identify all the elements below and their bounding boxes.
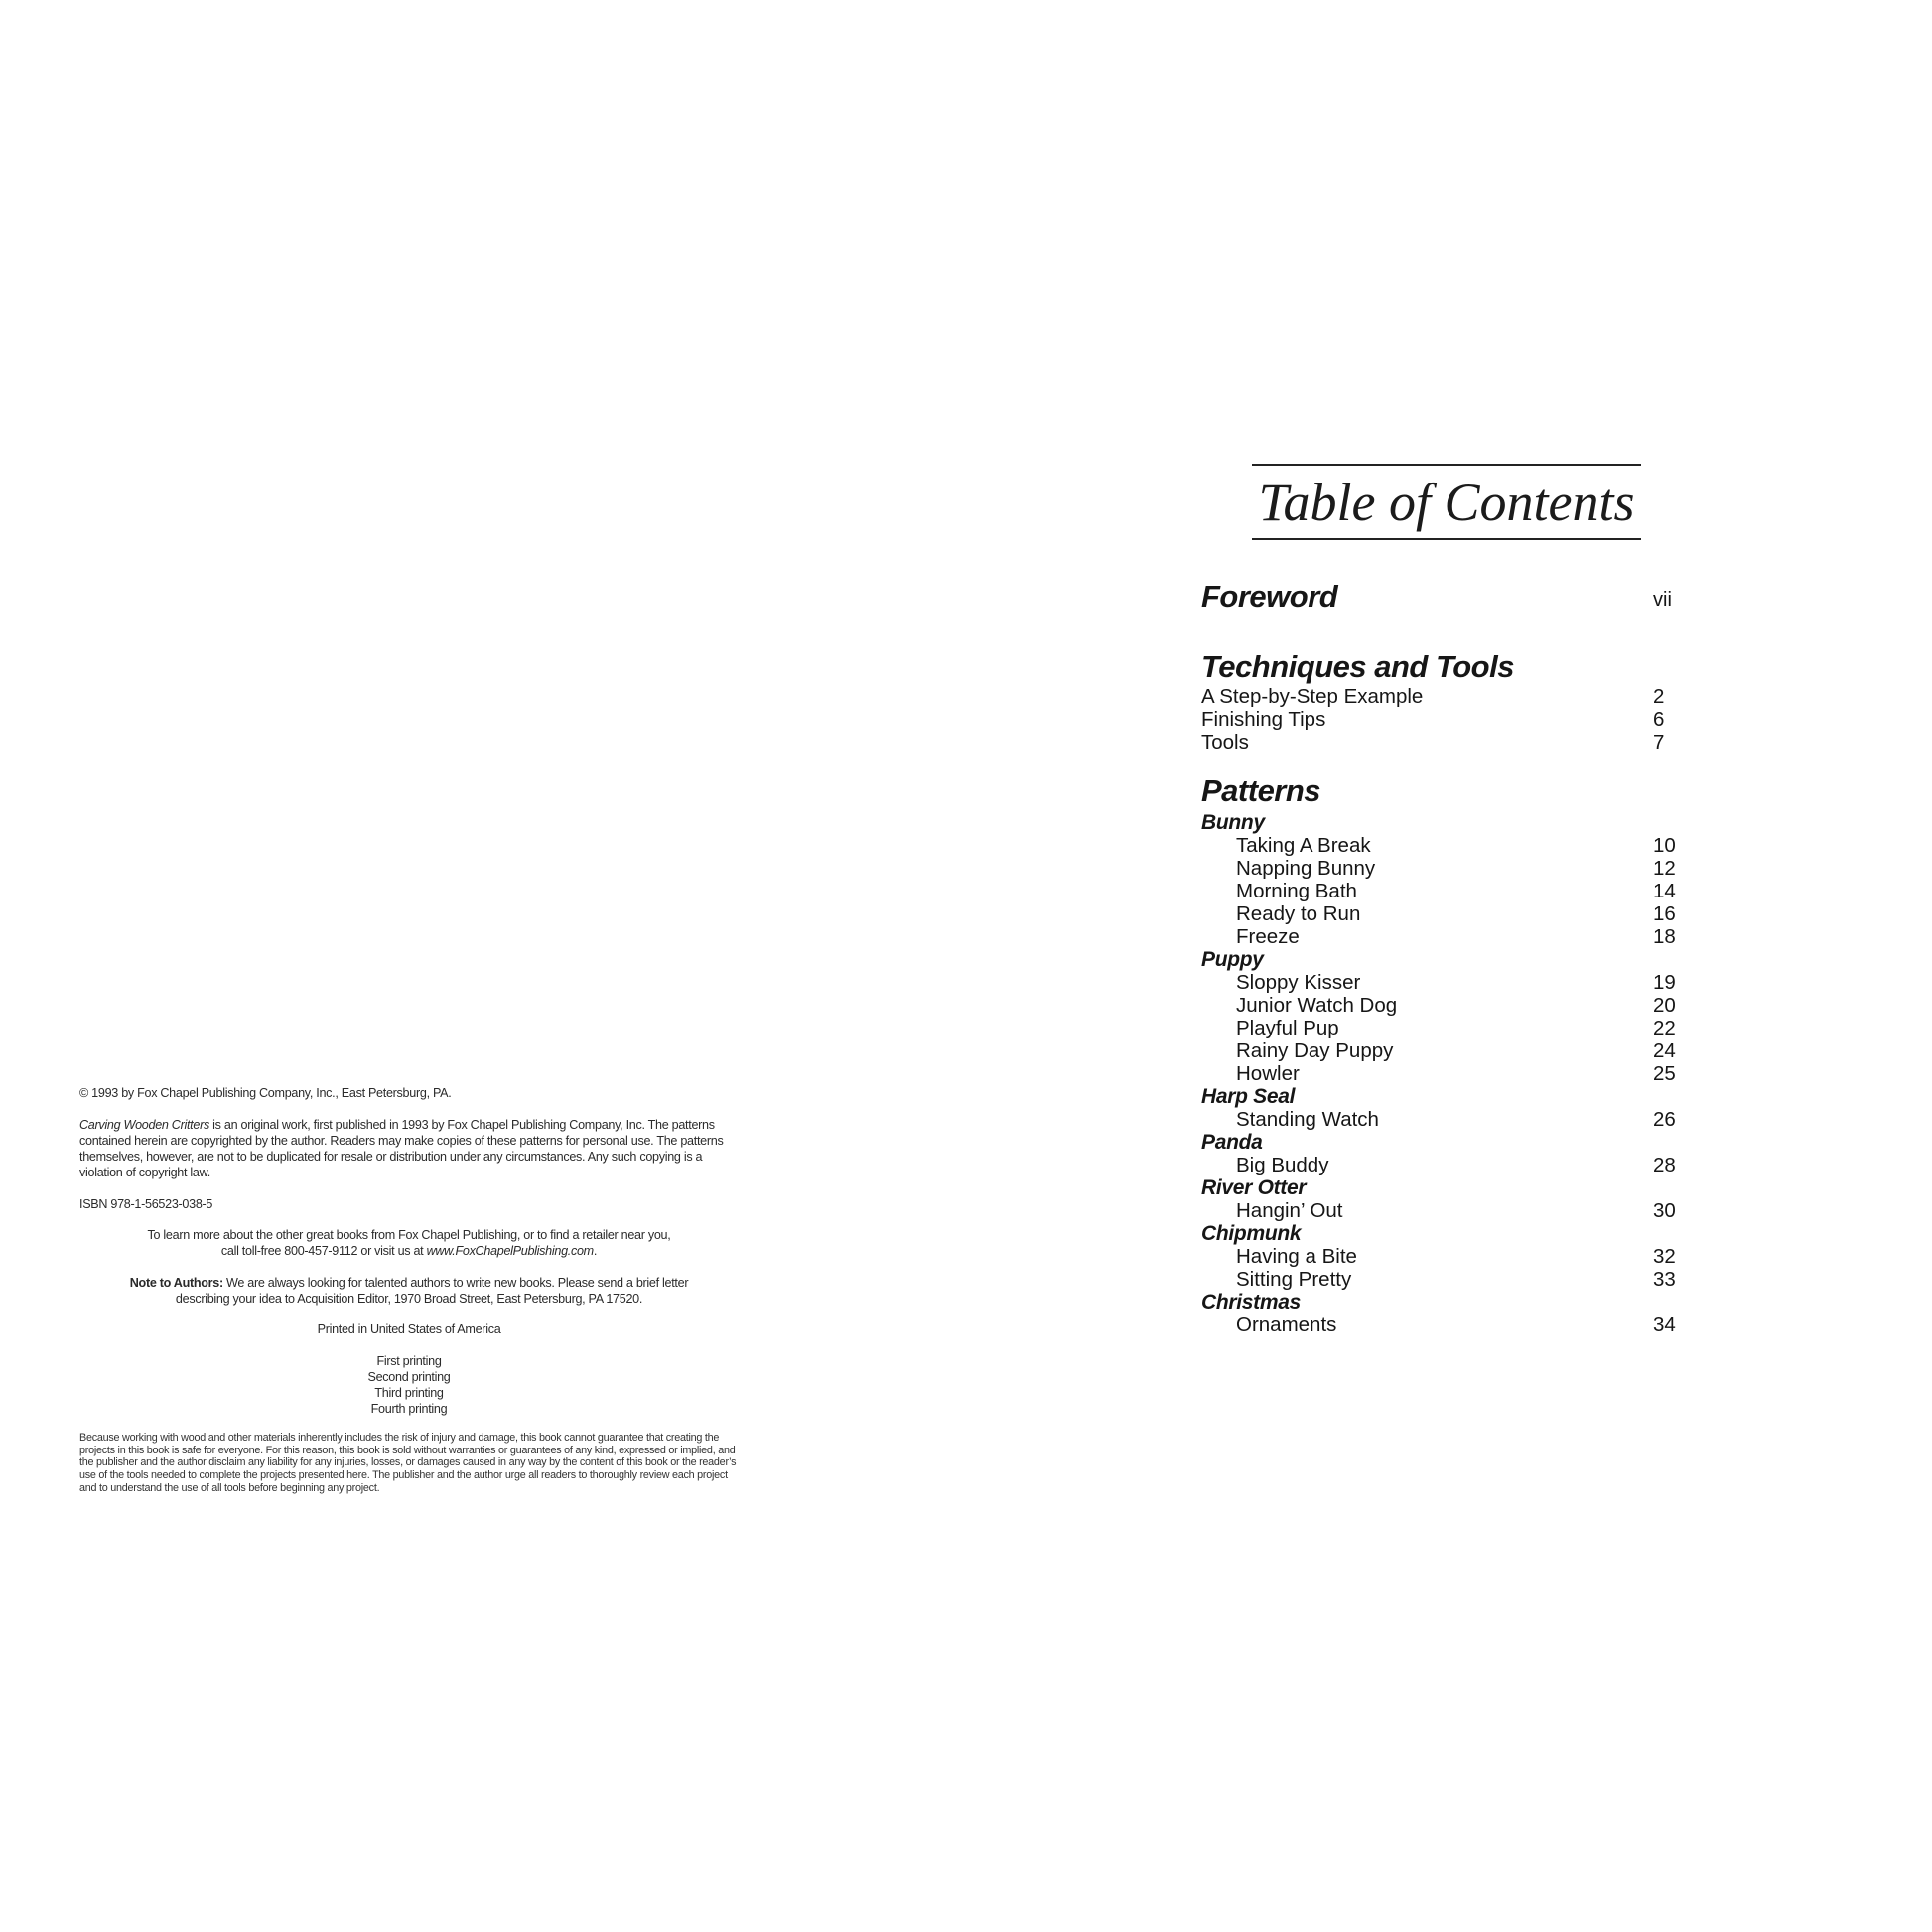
toc-page-number: 20: [1653, 994, 1676, 1017]
toc-entry: [1201, 1199, 1690, 1222]
toc-entry: [1201, 857, 1690, 880]
toc-page-number: 12: [1653, 857, 1676, 880]
toc-page-number: 19: [1653, 971, 1676, 994]
toc-entry-label: Sloppy Kisser: [1236, 971, 1361, 994]
toc-entry-label: Howler: [1236, 1062, 1300, 1085]
isbn-line: ISBN 978-1-56523-038-5: [79, 1196, 213, 1211]
toc-entry-label: Standing Watch: [1236, 1108, 1379, 1131]
note-line1: [130, 1276, 688, 1290]
printing-line: Third printing: [374, 1385, 444, 1400]
toc-entry-label: Christmas: [1201, 1291, 1302, 1313]
toc-page-number: 34: [1653, 1313, 1676, 1336]
toc-page-number: 10: [1653, 834, 1676, 857]
toc-page-number: 18: [1653, 925, 1676, 948]
toc-entry-label: Ornaments: [1236, 1313, 1337, 1336]
learn-more-line2-text: call toll-free 800-457-9112 or visit us at: [220, 1244, 427, 1259]
copyright-line: © 1993 by Fox Chapel Publishing Company, Inc., East Petersburg, PA.: [79, 1086, 452, 1100]
toc-entry-label: Harp Seal: [1201, 1085, 1296, 1108]
toc-entry-label: Napping Bunny: [1236, 857, 1376, 880]
toc-heading-patterns: Patterns: [1201, 773, 1321, 808]
toc-page-number: 24: [1653, 1039, 1676, 1062]
edition-paragraph-text: is an original work, first published in 1993 by Fox Chapel Publishing Company, Inc. The patterns contained herein are copyrighted by the author. Readers may make copies of these patterns for personal use. The patterns themselves, however, are not to be duplicated for resale or distribution under any circumstances. Any such copying is a violation of copyright law.: [79, 1117, 724, 1179]
toc-title-rule-bottom: [1252, 538, 1641, 540]
toc-entry: [1201, 731, 1690, 754]
toc-group-heading: [1201, 1176, 1690, 1199]
toc-entry-label: Morning Bath: [1236, 880, 1357, 902]
toc-group-heading: [1201, 1291, 1690, 1313]
toc-group-heading: [1201, 811, 1690, 834]
toc-page-number: 32: [1653, 1245, 1676, 1268]
liability-disclaimer: Because working with wood and other materials inherently includes the risk of injury and damage, this book cannot guarantee that creating the projects in this book is safe for everyone. For this reason, this book is sold without warranties or guarantees of any kind, expressed or implied, and the publisher and the author disclaim any liability for any injuries, losses, or damages caused in any way by the content of this book or the reader’s use of the tools needed to complete the projects presented here. The publisher and the author urge all readers to thoroughly review each project and to understand the use of all tools before beginning any project.: [79, 1431, 737, 1495]
toc-entry-label: Puppy: [1201, 948, 1264, 971]
toc-page-number: 25: [1653, 1062, 1676, 1085]
toc-entry: [1201, 1062, 1690, 1085]
toc-entry: [1201, 1108, 1690, 1131]
toc-entry-label: Bunny: [1201, 811, 1265, 834]
note-to-authors-block: [79, 1276, 739, 1308]
toc-page-number: 26: [1653, 1108, 1676, 1131]
toc-entry-label: A Step-by-Step Example: [1201, 685, 1424, 708]
toc-entry: [1201, 1154, 1690, 1176]
learn-more-block: [79, 1228, 739, 1260]
toc-entry: [1201, 880, 1690, 902]
toc-group-heading: [1201, 1222, 1690, 1245]
toc-entry-label: Taking A Break: [1236, 834, 1371, 857]
note-line2: describing your idea to Acquisition Editor, 1970 Broad Street, East Petersburg, PA 17520.: [175, 1292, 643, 1307]
toc-entry: [1201, 834, 1690, 857]
publisher-url-text: www.FoxChapelPublishing.com: [426, 1244, 594, 1259]
book-title-text: Carving Wooden Critters: [79, 1117, 209, 1132]
toc-entry: [1201, 1313, 1690, 1336]
toc-group-heading: [1201, 948, 1690, 971]
toc-page-number: 16: [1653, 902, 1676, 925]
toc-group-heading: [1201, 1131, 1690, 1154]
toc-entry-label: Freeze: [1236, 925, 1300, 948]
printing-list: [79, 1354, 739, 1418]
toc-entry-label: Hangin’ Out: [1236, 1199, 1343, 1222]
toc-list: [1201, 580, 1690, 1336]
toc-page-number: 2: [1653, 685, 1665, 708]
toc-entry-foreword: [1201, 580, 1690, 613]
toc-page-number: 33: [1653, 1268, 1676, 1291]
toc-entry-label: Having a Bite: [1236, 1245, 1357, 1268]
toc-entry-label: Junior Watch Dog: [1236, 994, 1398, 1017]
toc-entry: [1201, 994, 1690, 1017]
toc-page-number: 30: [1653, 1199, 1676, 1222]
toc-entry-label: Tools: [1201, 731, 1249, 754]
toc-page-number: 6: [1653, 708, 1665, 731]
toc-entry: [1201, 902, 1690, 925]
toc-patterns-items: [1201, 811, 1690, 1336]
printing-line: First printing: [376, 1353, 442, 1368]
toc-entry: [1201, 925, 1690, 948]
toc-foreword-label: Foreword: [1201, 579, 1338, 614]
toc-entry-label: Panda: [1201, 1131, 1263, 1154]
toc-page-number: vii: [1653, 589, 1672, 611]
toc-entry-label: Ready to Run: [1236, 902, 1361, 925]
toc-page-number: 28: [1653, 1154, 1676, 1176]
toc-entry-label: Chipmunk: [1201, 1222, 1302, 1245]
toc-entry: [1201, 1245, 1690, 1268]
learn-more-line1: To learn more about the other great books from Fox Chapel Publishing, or to find a retailer near you,: [147, 1228, 671, 1243]
toc-entry-label: Finishing Tips: [1201, 708, 1326, 731]
toc-techniques-items: [1201, 685, 1690, 754]
toc-title: Table of Contents: [1258, 472, 1635, 532]
edition-paragraph: [79, 1118, 739, 1181]
printing-line: Second printing: [367, 1369, 451, 1384]
toc-entry-label: Big Buddy: [1236, 1154, 1329, 1176]
printing-line: Fourth printing: [370, 1401, 448, 1416]
toc-entry: [1201, 1039, 1690, 1062]
toc-entry-label: Sitting Pretty: [1236, 1268, 1352, 1291]
toc-entry: [1201, 708, 1690, 731]
toc-entry-label: Rainy Day Puppy: [1236, 1039, 1394, 1062]
toc-entry: [1201, 971, 1690, 994]
toc-entry: [1201, 1017, 1690, 1039]
learn-more-line2-end: .: [593, 1244, 598, 1259]
toc-page-number: 14: [1653, 880, 1676, 902]
toc-entry-label: River Otter: [1201, 1176, 1307, 1199]
note-to-authors-label: Note to Authors:: [129, 1276, 223, 1291]
toc-group-heading: [1201, 1085, 1690, 1108]
toc-entry-label: Playful Pup: [1236, 1017, 1339, 1039]
toc-title-block: [1252, 464, 1641, 540]
printed-in-line: Printed in United States of America: [317, 1322, 501, 1337]
toc-entry: [1201, 685, 1690, 708]
note-line1-text: We are always looking for talented authors to write new books. Please send a brief letter: [222, 1276, 689, 1291]
learn-more-line2: [221, 1244, 597, 1258]
copyright-page: [79, 1086, 739, 1495]
toc-heading-techniques: Techniques and Tools: [1201, 649, 1514, 684]
toc-page-number: 7: [1653, 731, 1665, 754]
toc-page-number: 22: [1653, 1017, 1676, 1039]
toc-entry: [1201, 1268, 1690, 1291]
